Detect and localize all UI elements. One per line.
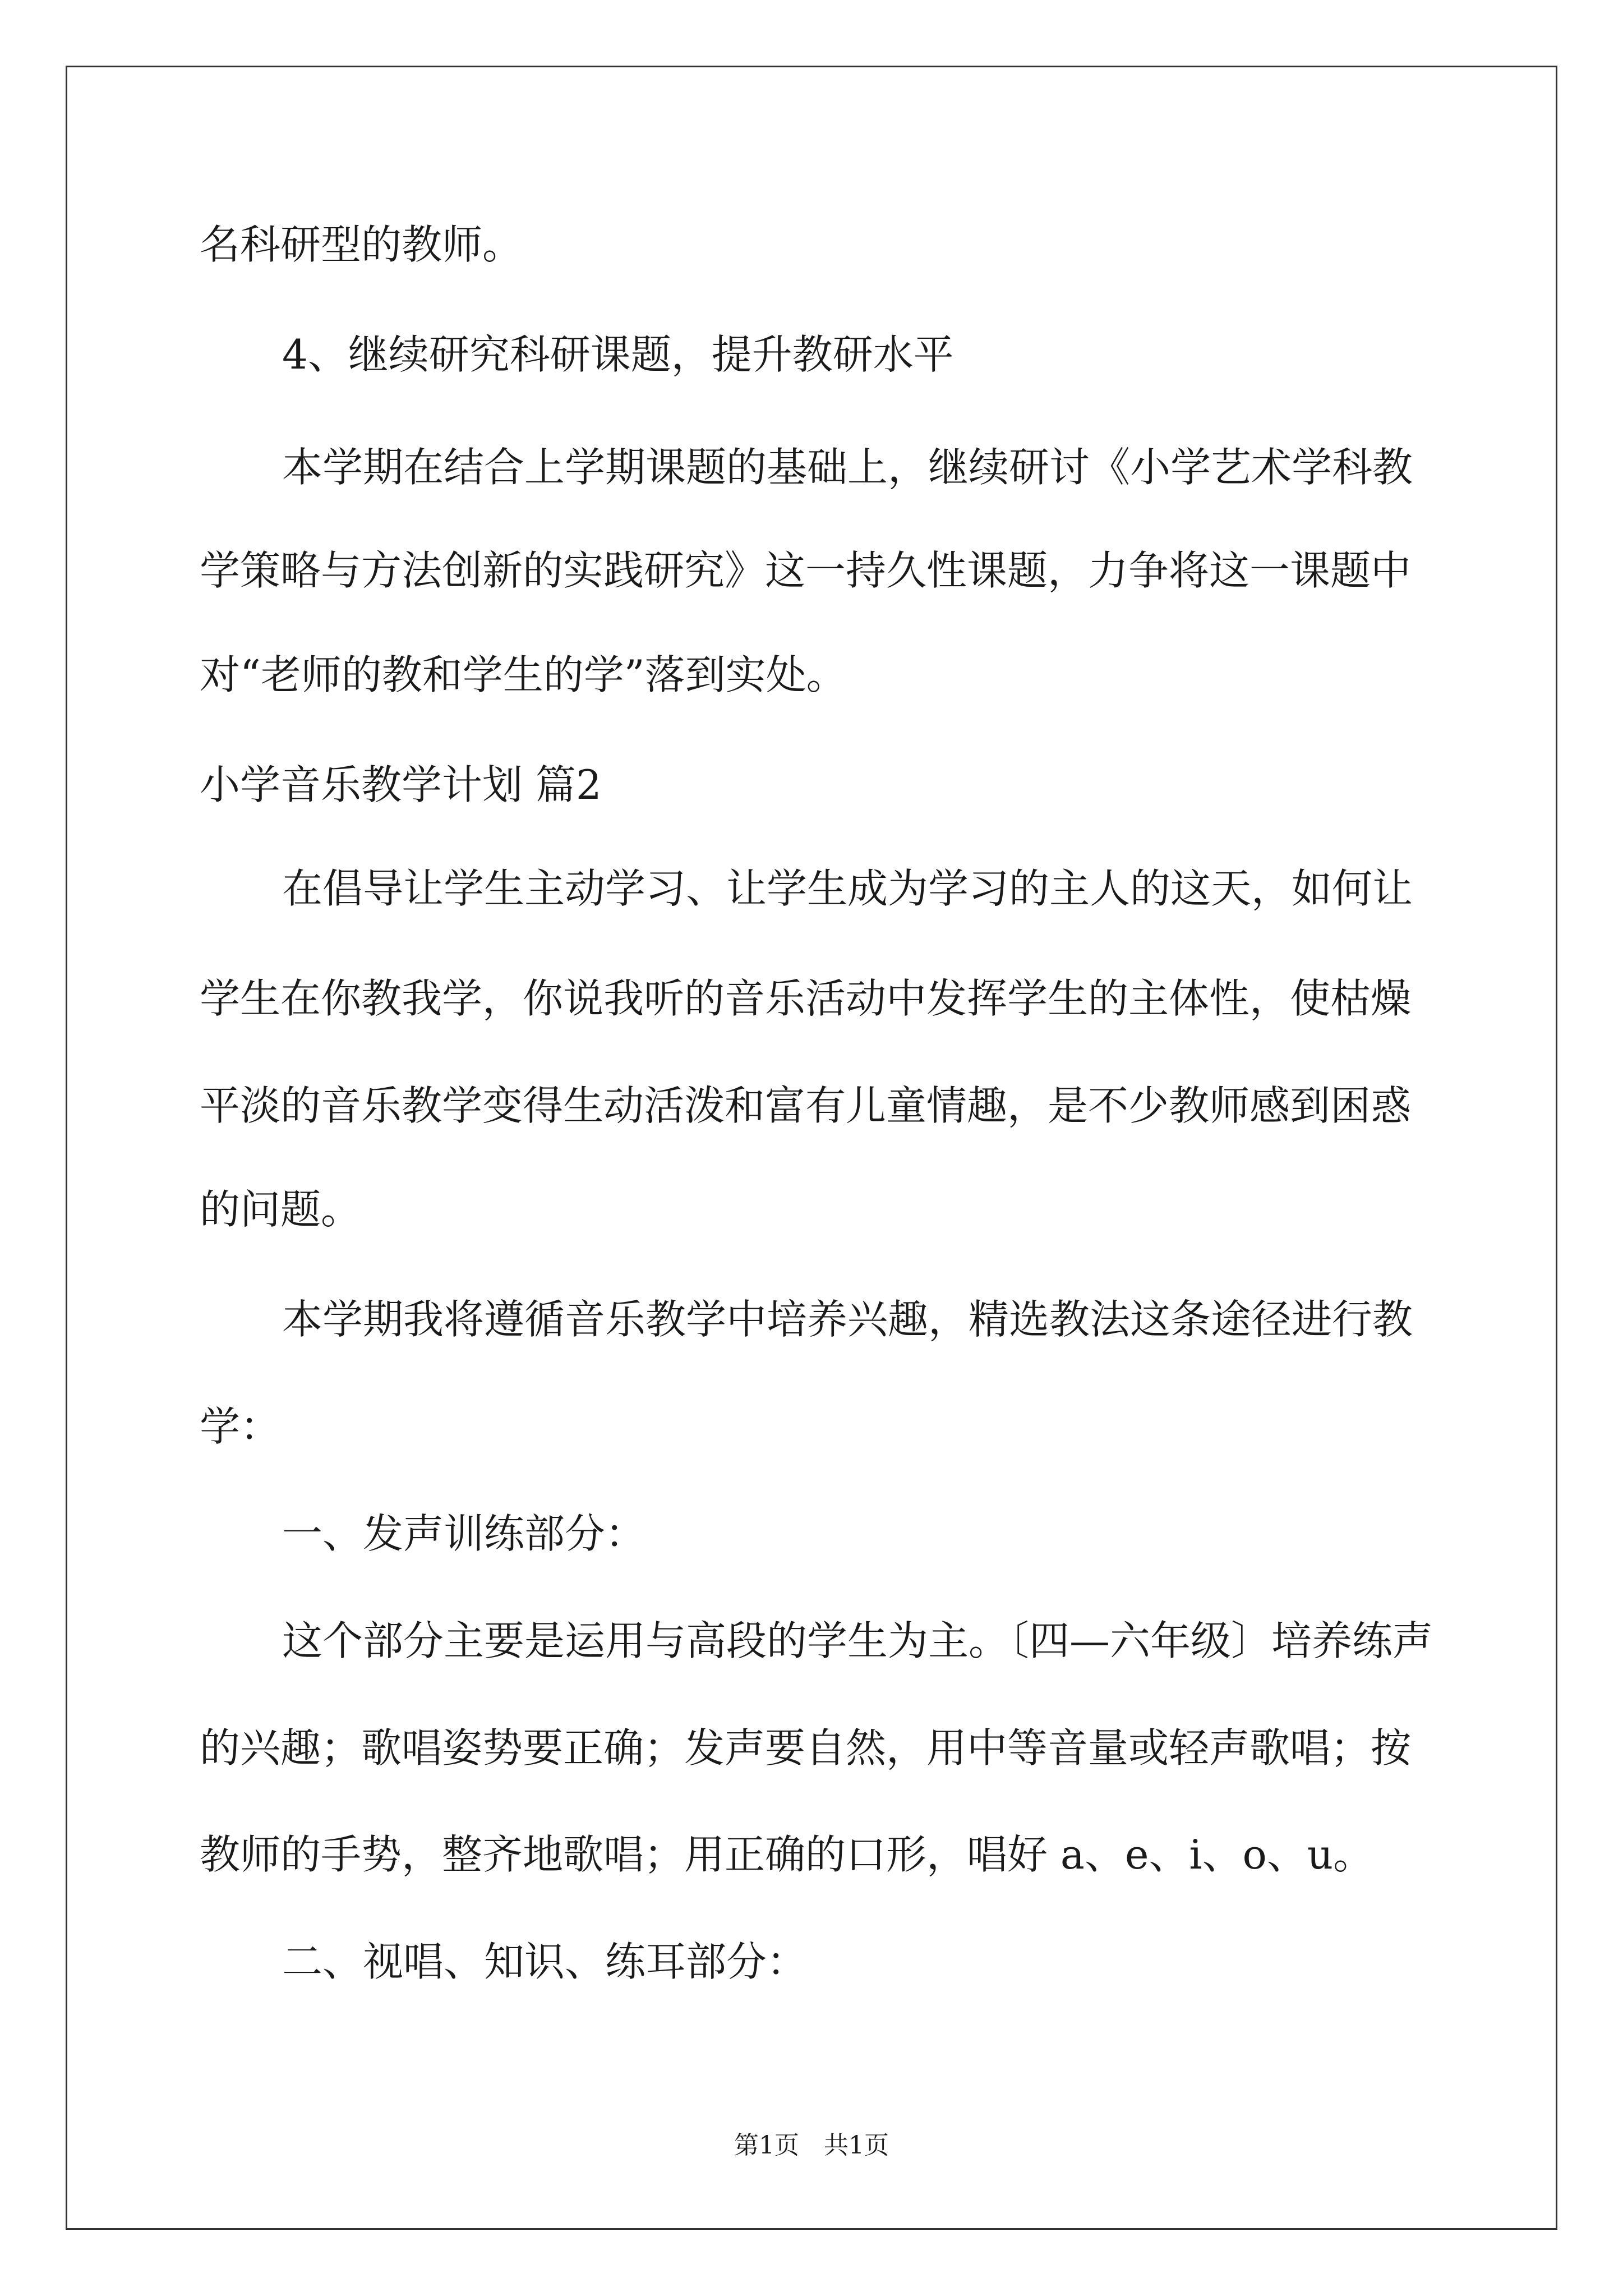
body-line-5: 对“老师的教和学生的学”落到实处。 (200, 651, 847, 698)
body-line-9: 平淡的音乐教学变得生动活泼和富有儿童情趣，是不少教师感到困惑 (200, 1082, 1412, 1129)
body-line-14: 这个部分主要是运用与高段的学生为主。〔四—六年级〕培养练声 (282, 1617, 1433, 1664)
body-line-15: 的兴趣；歌唱姿势要正确；发声要自然，用中等音量或轻声歌唱；按 (200, 1724, 1412, 1772)
body-line-10: 的问题。 (200, 1186, 362, 1233)
page-border (66, 66, 1557, 2230)
section-heading-4: 4、继续研究科研课题，提升教研水平 (282, 331, 954, 378)
article-heading: 小学音乐教学计划 篇2 (200, 761, 602, 808)
body-line-3: 本学期在结合上学期课题的基础上，继续研讨《小学艺术学科教 (282, 444, 1413, 491)
body-line-1: 名科研型的教师。 (200, 221, 523, 268)
section-heading-2: 二、视唱、知识、练耳部分： (282, 1938, 808, 1985)
body-line-11: 本学期我将遵循音乐教学中培养兴趣，精选教法这条途径进行教 (282, 1296, 1413, 1343)
body-line-4: 学策略与方法创新的实践研究》这一持久性课题，力争将这一课题中 (200, 547, 1412, 594)
page-footer: 第1页 共1页 (734, 2131, 889, 2160)
body-line-7: 在倡导让学生主动学习、让学生成为学习的主人的这天，如何让 (282, 865, 1413, 912)
section-heading-1: 一、发声训练部分： (282, 1510, 646, 1557)
body-line-12: 学： (200, 1403, 281, 1450)
body-line-8: 学生在你教我学，你说我听的音乐活动中发挥学生的主体性，使枯燥 (200, 975, 1412, 1022)
body-line-16: 教师的手势，整齐地歌唱；用正确的口形，唱好 a、e、i、o、u。 (200, 1831, 1374, 1878)
